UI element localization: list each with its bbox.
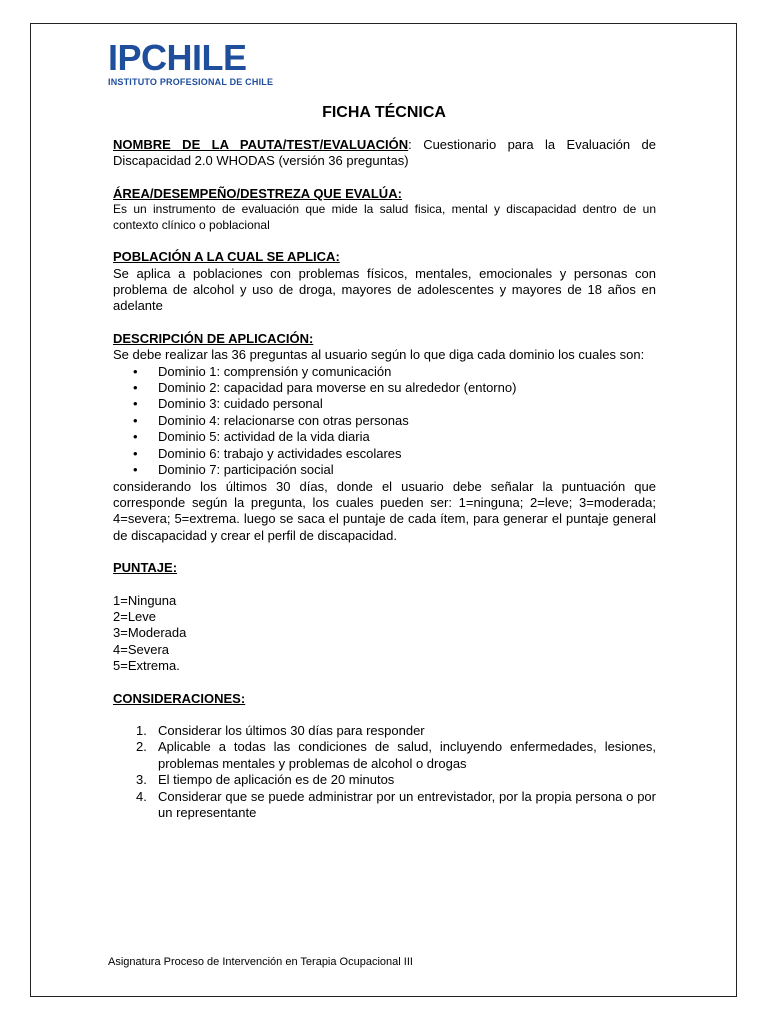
list-item: • Dominio 1: comprensión y comunicación [158, 364, 656, 380]
logo-wordmark: IPCHILE [108, 37, 247, 78]
section-nombre [113, 137, 656, 170]
list-item [136, 772, 656, 788]
list-item [136, 722, 656, 739]
section-text: Es un instrumento de evaluación que mide la salud fisica, mental y discapacidad dentro de un contexto clínico o poblacional [113, 202, 656, 232]
list-item: • Dominio 2: capacidad para moverse en su alrededor (entorno) [158, 380, 656, 396]
list-item: • Dominio 5: actividad de la vida diaria [158, 429, 656, 445]
section-text: Se debe realizar las 36 preguntas al usuario según lo que diga cada dominio los cuales son: [113, 347, 645, 363]
list-item: 3=Moderada [113, 625, 187, 641]
list-item: • Dominio 7: participación social [158, 462, 656, 478]
item-text: Considerar que se puede administrar por un entrevistador, por la propia persona o por un representante [158, 788, 656, 820]
document-body [113, 137, 656, 821]
list-item [136, 788, 656, 822]
section-heading: DESCRIPCIÓN DE APLICACIÓN: [113, 330, 314, 346]
dominios-list [113, 364, 656, 479]
list-item: • Dominio 3: cuidado personal [158, 396, 656, 412]
list-item: • Dominio 6: trabajo y actividades escolares [158, 446, 656, 462]
section-heading: POBLACIÓN A LA CUAL SE APLICA: [113, 249, 340, 265]
item-number: 3. [136, 772, 147, 788]
section-text: considerando los últimos 30 días, donde el usuario debe señalar la puntuación que corresponde según la pregunta, los cuales pueden ser: 1=ninguna; 2=leve; 3=moderada; 4=severa; 5=extrema. luego se saca el puntaje de cada ítem, para generar el puntaje general de discapacidad y crear el perfil de discapacidad. [113, 478, 656, 543]
list-item: 1=Ninguna [113, 592, 177, 608]
list-item: 2=Leve [113, 608, 157, 624]
section-heading: NOMBRE DE LA PAUTA/TEST/EVALUACIÓN [113, 137, 409, 152]
list-item [136, 739, 656, 772]
section-heading: ÁREA/DESEMPEÑO/DESTREZA QUE EVALÚA: [113, 185, 402, 201]
item-text: Considerar los últimos 30 días para responder [158, 722, 425, 738]
item-text: Aplicable a todas las condiciones de salud, incluyendo enfermedades, lesiones, problemas mentales y problemas de alcohol o drogas [158, 739, 656, 771]
list-item: 4=Severa [113, 641, 170, 657]
item-number: 2. [136, 739, 147, 755]
page-footer: Asignatura Proceso de Intervención en Terapia Ocupacional III [108, 956, 413, 968]
list-item: • Dominio 4: relacionarse con otras personas [158, 413, 656, 429]
heading-separator: : [408, 137, 424, 152]
list-item: 5=Extrema. [113, 658, 180, 674]
section-heading: PUNTAJE: [113, 560, 178, 576]
item-text: El tiempo de aplicación es de 20 minutos [158, 772, 395, 788]
item-number: 4. [136, 788, 147, 804]
document-title: FICHA TÉCNICA [322, 104, 446, 121]
section-text: Cuestionario para la Evaluación de Discapacidad 2.0 WHODAS (versión 36 preguntas) [113, 137, 656, 169]
item-number: 1. [136, 722, 147, 738]
section-text: Se aplica a poblaciones con problemas físicos, mentales, emocionales y personas con problema de alcohol y uso de droga, mayores de adolescentes y mayores de 18 años en adelante [113, 265, 656, 314]
consideraciones-list [113, 723, 656, 821]
ipchile-logo [108, 37, 274, 87]
section-heading: CONSIDERACIONES: [113, 690, 246, 706]
logo-subtitle: INSTITUTO PROFESIONAL DE CHILE [108, 77, 274, 87]
